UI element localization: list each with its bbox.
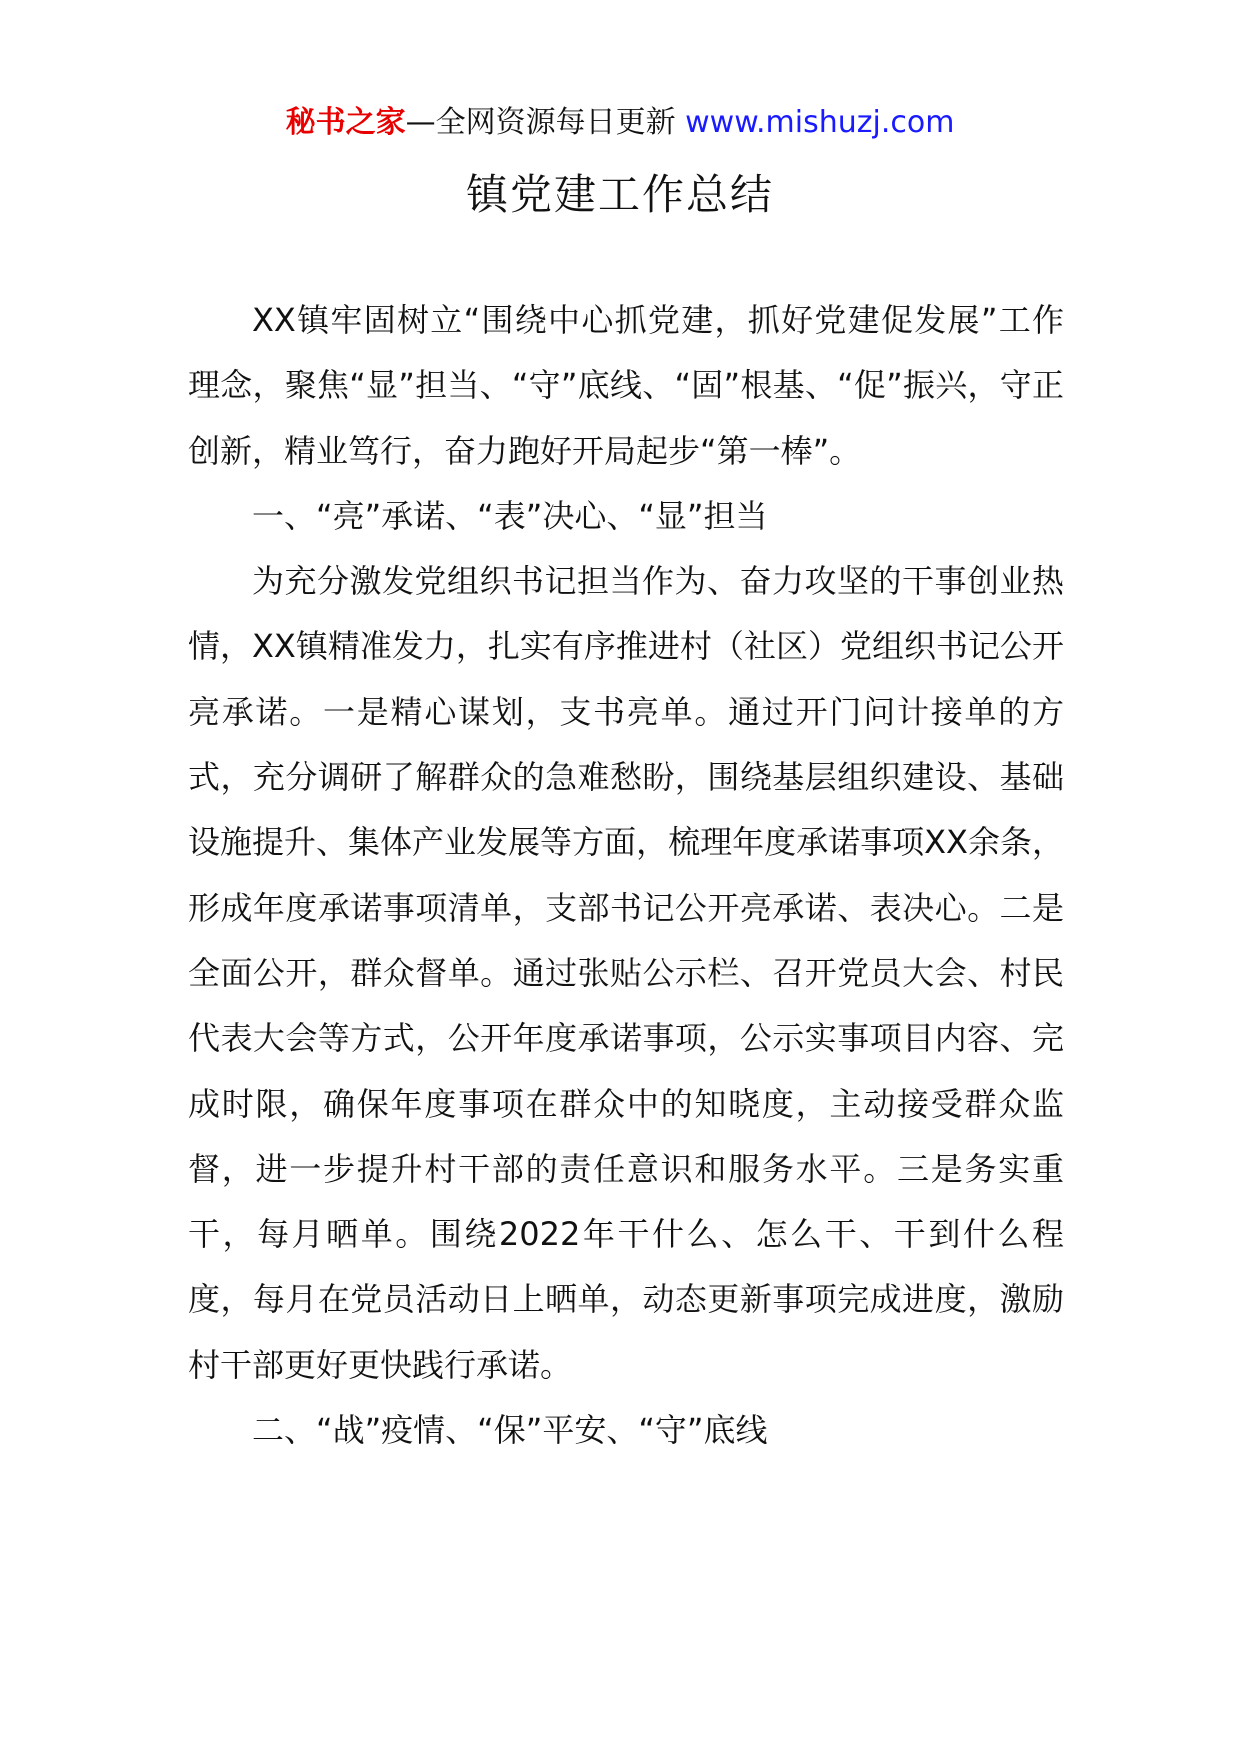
- document-title: 镇党建工作总结: [465, 170, 774, 219]
- section-heading-1: 一、“亮”承诺、“表”决心、“显”担当: [252, 496, 768, 535]
- brand-name: 秘书之家: [285, 105, 406, 140]
- document-body: [188, 288, 1064, 1463]
- section-heading-2: 二、“战”疫情、“保”平安、“守”底线: [252, 1411, 768, 1450]
- intro-paragraph: XX镇牢固树立“围绕中心抓党建，抓好党建促发展”工作理念，聚焦“显”担当、“守”底线、“固”根基、“促”振兴，守正创新，精业笃行，奋力跑好开局起步“第一棒”。: [188, 301, 1064, 470]
- section-1-paragraph: 为充分激发党组织书记担当作为、奋力攻坚的干事创业热情，XX镇精准发力，扎实有序推进村（社区）党组织书记公开亮承诺。一是精心谋划，支书亮单。通过开门问计接单的方式，充分调研了解群众的急难愁盼，围绕基层组织建设、基础设施提升、集体产业发展等方面，梳理年度承诺事项XX余条，形成年度承诺事项清单，支部书记公开亮承诺、表决心。二是全面公开，群众督单。通过张贴公示栏、召开党员大会、村民代表大会等方式，公开年度承诺事项，公示实事项目内容、完成时限，确保年度事项在群众中的知晓度，主动接受群众监督，进一步提升村干部的责任意识和服务水平。三是务实重干，每月晒单。围绕2022年干什么、怎么干、干到什么程度，每月在党员活动日上晒单，动态更新事项完成进度，激励村干部更好更快践行承诺。: [188, 562, 1064, 1384]
- site-url-link[interactable]: www.mishuzj.com: [685, 105, 955, 140]
- header-tagline: —全网资源每日更新: [405, 105, 686, 140]
- site-header: [0, 98, 1240, 148]
